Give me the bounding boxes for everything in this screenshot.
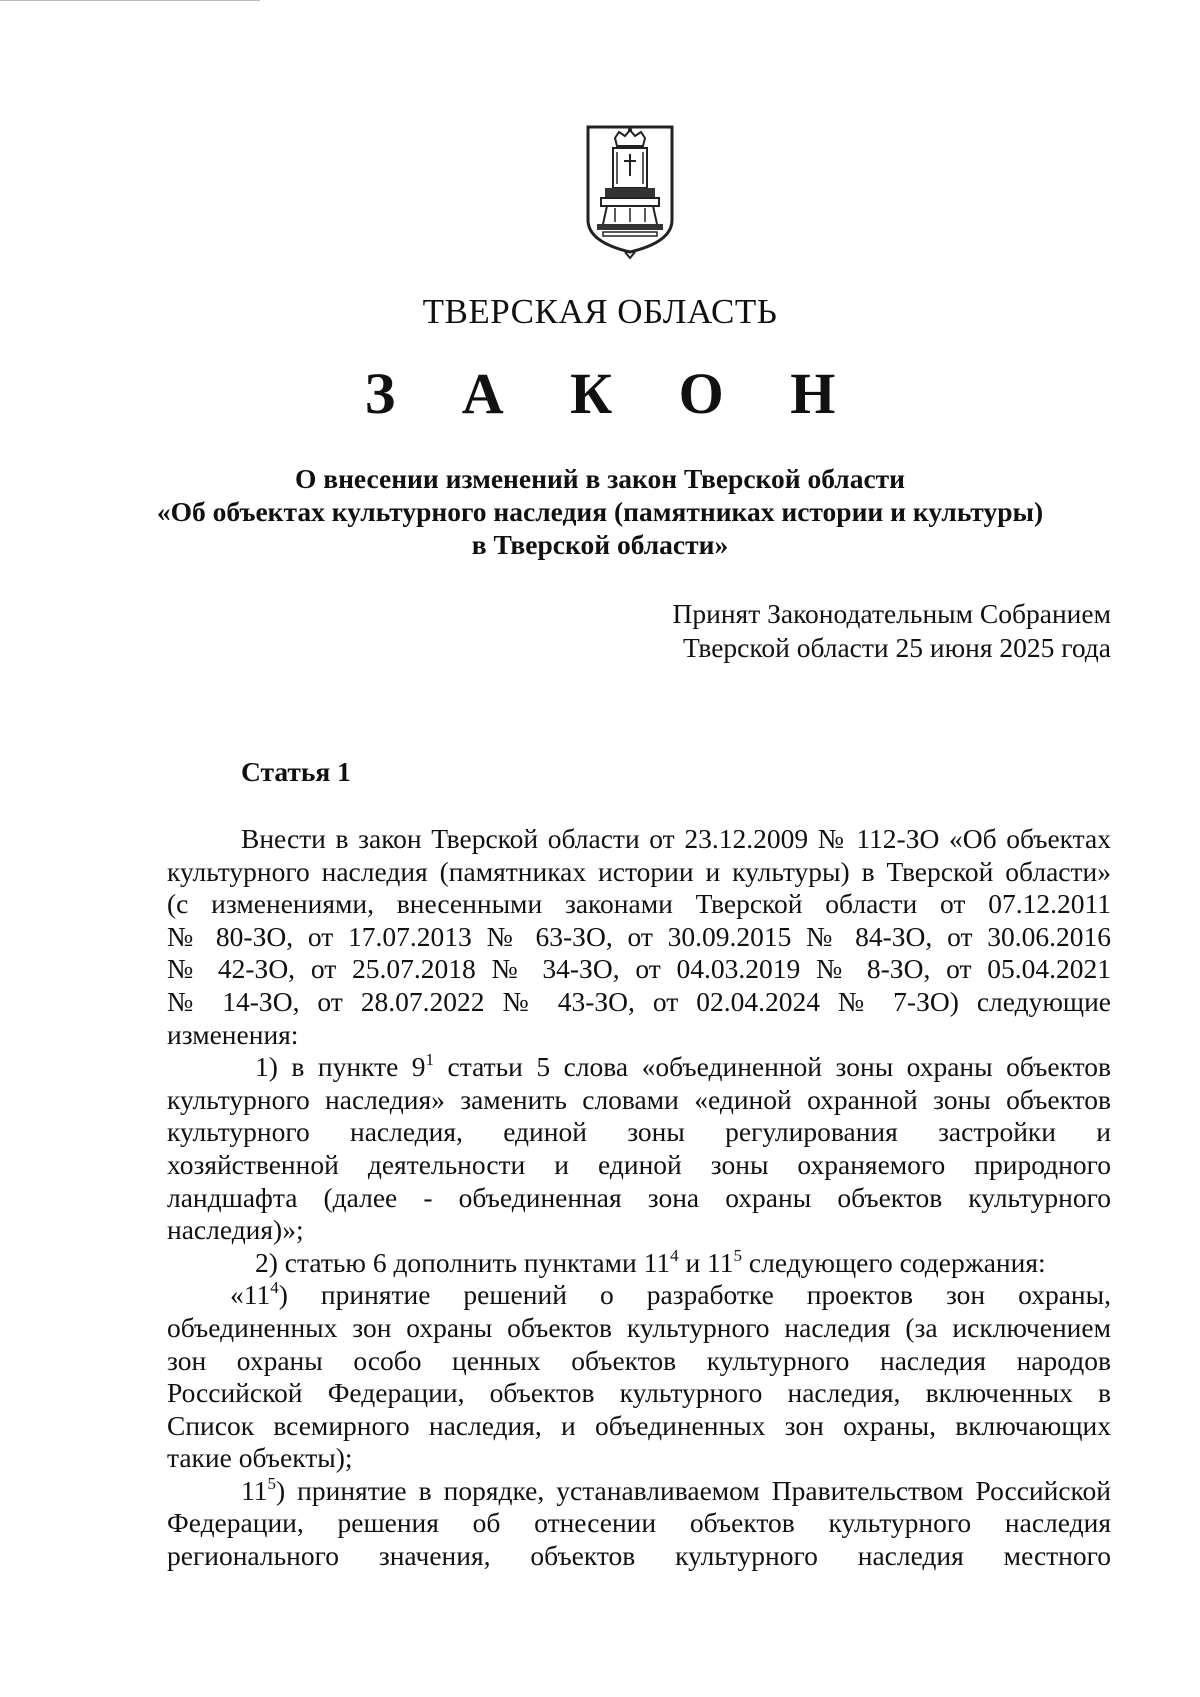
point-11-4-first-line: «$11^4$) принятие решений о разработке проектов зон охраны, xyxy=(230,1278,1111,1311)
coat-of-arms-emblem xyxy=(585,124,675,260)
body-line: культурного наследия (памятниках истории и культуры) в Тверской области» xyxy=(167,855,1111,887)
point-11-5-first-line: $11^5$) принятие в порядке, устанавливаемом Правительством Российской xyxy=(241,1473,1111,1506)
body-line: такие объекты); xyxy=(167,1442,353,1474)
body-line: (с изменениями, внесенными законами Тверской области от 07.12.2011 xyxy=(167,888,1111,920)
body-line: регионального значения, объектов культурного наследия местного xyxy=(167,1540,1111,1572)
subject-line-3: в Тверской области» xyxy=(471,529,729,560)
article-body xyxy=(167,823,1111,1573)
body-line: культурного наследия» заменить словами «единой охранной зоны объектов xyxy=(167,1083,1111,1115)
scan-edge-line xyxy=(0,0,260,1)
body-line: культурного наследия, единой зоны регулирования застройки и xyxy=(167,1116,1111,1148)
body-line: № 14-ЗО, от 28.07.2022 № 43-ЗО, от 02.04.2024 № 7-ЗО) следующие xyxy=(167,985,1111,1017)
body-line: объединенных зон охраны объектов культурного наследия (за исключением xyxy=(167,1311,1111,1343)
law-subject-title xyxy=(0,462,1200,561)
body-line: № 80-ЗО, от 17.07.2013 № 63-ЗО, от 30.09.2015 № 84-ЗО, от 30.06.2016 xyxy=(167,920,1111,952)
body-line: Российской Федерации, объектов культурного наследия, включенных в xyxy=(167,1377,1111,1409)
body-line: Внести в закон Тверской области от 23.12.2009 № 112-ЗО «Об объектах xyxy=(241,823,1111,854)
adoption-note xyxy=(673,597,1111,665)
body-line: ландшафта (далее - объединенная зона охраны объектов культурного xyxy=(167,1181,1111,1213)
region-name: ТВЕРСКАЯ ОБЛАСТЬ xyxy=(422,292,778,331)
document-type-title: З А К О Н xyxy=(364,361,862,426)
adoption-line-1: Принят Законодательным Собранием xyxy=(672,598,1111,629)
item-1-first-line: 1) в пункте $9^1$ статьи 5 слова «объединенной зоны охраны объектов xyxy=(255,1050,1111,1083)
subject-line-2: «Об объектах культурного наследия (памятниках истории и культуры) xyxy=(156,496,1044,527)
article-heading: Статья 1 xyxy=(241,756,351,787)
body-line: зон охраны особо ценных объектов культурного наследия народов xyxy=(167,1344,1111,1376)
body-line: изменения: xyxy=(167,1018,299,1050)
adoption-line-2: Тверской области 25 июня 2025 года xyxy=(682,632,1111,663)
body-line: наследия)»; xyxy=(167,1214,304,1246)
subject-line-1: О внесении изменений в закон Тверской области xyxy=(294,463,906,494)
body-line: хозяйственной деятельности и единой зоны охраняемого природного xyxy=(167,1148,1111,1180)
item-2-line: 2) статью 6 дополнить пунктами $11^4$ и $11^5$ следующего содержания: xyxy=(255,1245,1046,1278)
body-line: № 42-ЗО, от 25.07.2018 № 34-ЗО, от 04.03.2019 № 8-ЗО, от 05.04.2021 xyxy=(167,953,1111,985)
body-line: Федерации, решения об отнесении объектов культурного наследия xyxy=(167,1507,1111,1539)
body-line: Список всемирного наследия, и объединенных зон охраны, включающих xyxy=(167,1409,1111,1441)
